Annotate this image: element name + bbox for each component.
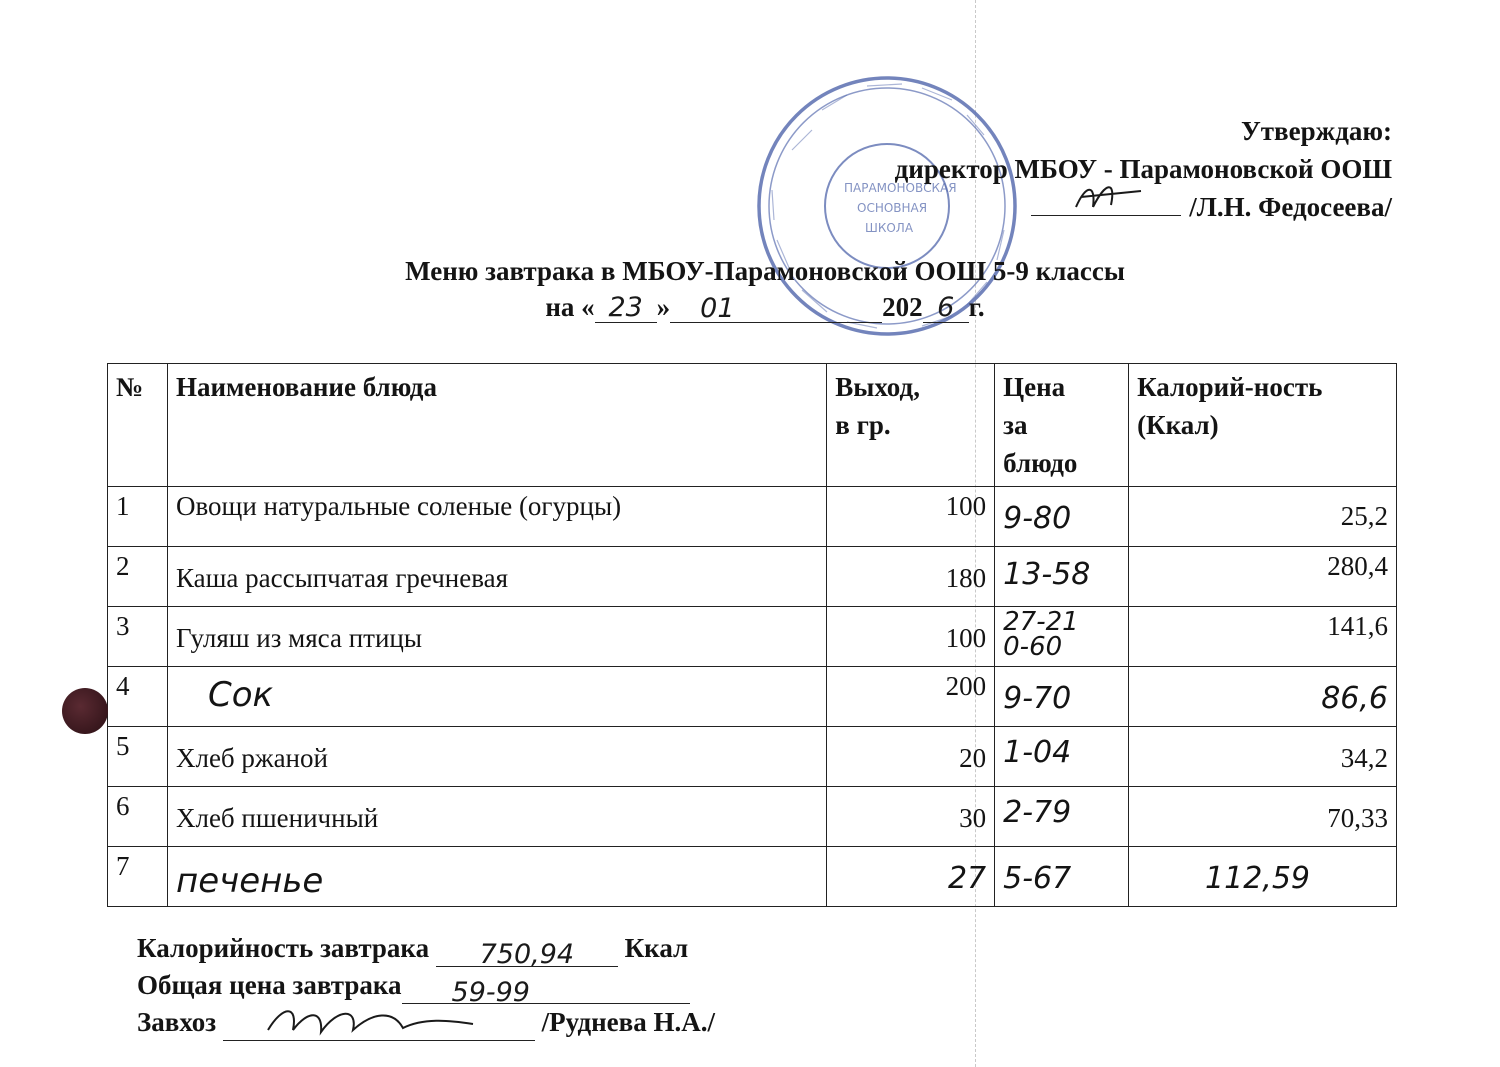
total-calories-row <box>137 930 715 970</box>
table-row <box>108 547 1397 607</box>
date-year-suffix: г. <box>968 292 985 322</box>
row-calories: 70,33 <box>1129 787 1397 847</box>
row-output: 180 <box>827 547 995 607</box>
row-price: 9-70 <box>995 667 1129 727</box>
menu-title: Меню завтрака в МБОУ-Парамоновской ООШ 5-9 классы <box>405 256 1125 286</box>
table-row <box>108 847 1397 907</box>
row-output: 100 <box>827 487 995 547</box>
date-prefix: на « <box>545 292 595 322</box>
row-output: 100 <box>827 607 995 667</box>
row-calories: 34,2 <box>1129 727 1397 787</box>
breakfast-menu-table <box>107 363 1397 907</box>
svg-text:ШКОЛА: ШКОЛА <box>865 221 914 235</box>
row-price: 9-80 <box>995 487 1129 547</box>
row-output: 20 <box>827 727 995 787</box>
row-output: 30 <box>827 787 995 847</box>
table-header-row <box>108 364 1397 487</box>
approval-signature-row <box>895 188 1392 226</box>
row-dish-name: Хлеб пшеничный <box>167 787 826 847</box>
svg-text:ПАРАМОНОВСКАЯ: ПАРАМОНОВСКАЯ <box>844 181 957 195</box>
row-num: 2 <box>108 547 168 607</box>
row-num: 3 <box>108 607 168 667</box>
manager-row <box>137 1004 715 1041</box>
row-num: 5 <box>108 727 168 787</box>
total-calories-value: 750,94 <box>436 936 618 967</box>
header-price: Цена за блюдо <box>995 364 1129 487</box>
header-output: Выход, в гр. <box>827 364 995 487</box>
total-price-label: Общая цена завтрака <box>137 970 402 1000</box>
director-name: /Л.Н. Федосеева/ <box>1189 192 1392 222</box>
row-num: 1 <box>108 487 168 547</box>
row-calories: 86,6 <box>1129 667 1397 727</box>
row-calories: 280,4 <box>1129 547 1397 607</box>
row-price: 5-67 <box>995 847 1129 907</box>
row-num: 6 <box>108 787 168 847</box>
approval-block <box>895 112 1392 226</box>
total-price-row <box>137 967 715 1008</box>
row-num: 7 <box>108 847 168 907</box>
header-num: № <box>108 364 168 487</box>
manager-signature-line <box>223 1010 535 1041</box>
row-dish-name: Сок <box>167 667 826 727</box>
row-output: 27 <box>827 847 995 907</box>
row-calories: 112,59 <box>1129 847 1397 907</box>
table-row <box>108 667 1397 727</box>
total-calories-unit: Ккал <box>624 933 689 963</box>
row-price: 27-21 0-60 <box>995 607 1129 667</box>
row-price: 13-58 <box>995 547 1129 607</box>
table-row <box>108 787 1397 847</box>
header-calories: Калорий-ность (Ккал) <box>1129 364 1397 487</box>
total-price-value: 59-99 <box>402 974 690 1004</box>
row-dish-name: Овощи натуральные соленые (огурцы) <box>167 487 826 547</box>
date-quote-close: » <box>656 292 671 322</box>
table-row <box>108 727 1397 787</box>
manager-name: /Руднева Н.А./ <box>541 1007 715 1037</box>
director-signature-line <box>1031 191 1181 216</box>
summary-block <box>137 930 715 1041</box>
date-year-digit: 6 <box>923 292 969 323</box>
manager-label: Завхоз <box>137 1007 217 1037</box>
row-calories: 141,6 <box>1129 607 1397 667</box>
approval-heading: Утверждаю: <box>1240 116 1392 146</box>
row-num: 4 <box>108 667 168 727</box>
total-calories-label: Калорийность завтрака <box>137 933 430 963</box>
date-year-prefix: 202 <box>882 292 923 322</box>
row-dish-name: Каша рассыпчатая гречневая <box>167 547 826 607</box>
table-row <box>108 487 1397 547</box>
table-row <box>108 607 1397 667</box>
row-calories: 25,2 <box>1129 487 1397 547</box>
row-output: 200 <box>827 667 995 727</box>
svg-text:ОСНОВНАЯ: ОСНОВНАЯ <box>857 201 928 215</box>
date-day: 23 <box>595 292 657 323</box>
row-price-extra: 0-60 <box>1003 632 1063 662</box>
row-dish-name: Хлеб ржаной <box>167 727 826 787</box>
approval-director-title: директор МБОУ - Парамоновской ООШ <box>894 154 1392 184</box>
ink-blot <box>62 688 108 734</box>
header-dish-name: Наименование блюда <box>167 364 826 487</box>
manager-signature-scribble <box>263 1000 483 1040</box>
row-dish-name: Гуляш из мяса птицы <box>167 607 826 667</box>
row-price: 2-79 <box>995 787 1129 847</box>
director-signature-scribble <box>1071 179 1151 213</box>
row-dish-name: печенье <box>167 847 826 907</box>
date-month: 01 <box>670 293 882 323</box>
menu-date-line <box>0 292 1500 323</box>
row-price: 1-04 <box>995 727 1129 787</box>
